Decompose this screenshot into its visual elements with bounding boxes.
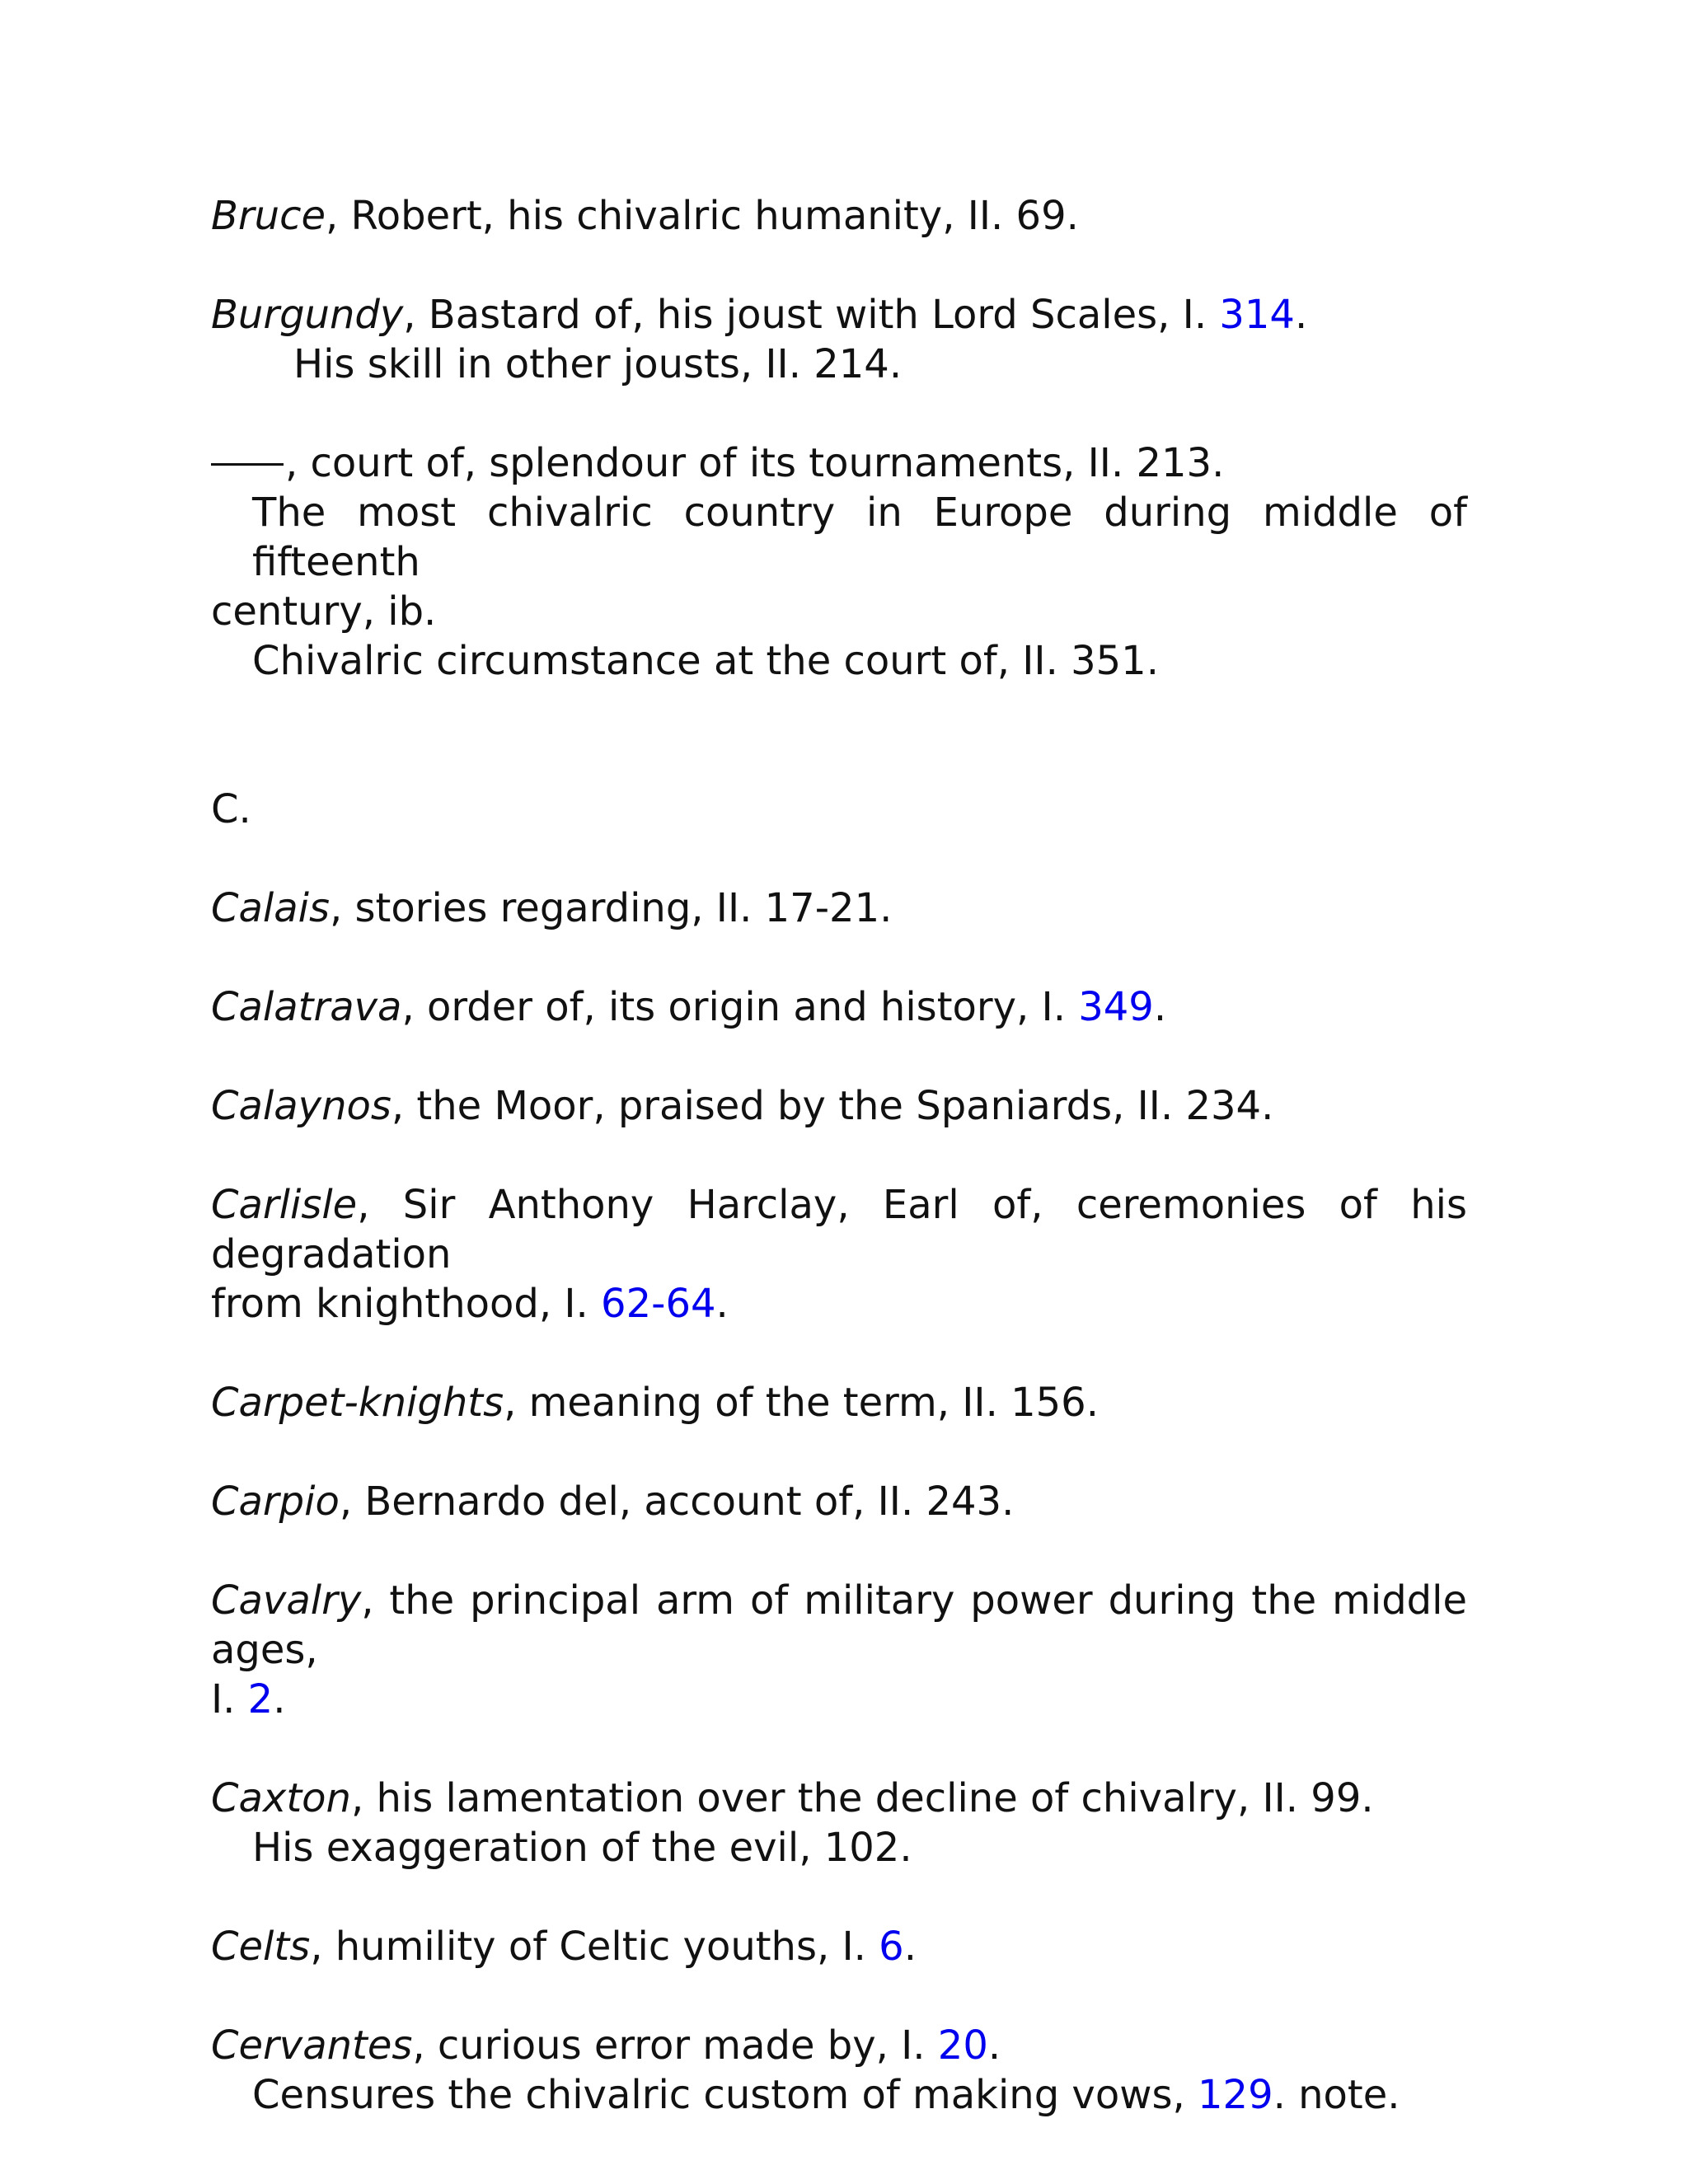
entry-line bbox=[211, 438, 1467, 488]
entry-subline bbox=[211, 2070, 1467, 2120]
entry-head: Cervantes bbox=[211, 2022, 413, 2069]
entry-line bbox=[211, 191, 1467, 241]
index-entry-calaynos bbox=[211, 1081, 1467, 1131]
index-page bbox=[211, 191, 1467, 2169]
entry-text: Censures the chivalric custom of making vows, bbox=[252, 2072, 1198, 2118]
entry-text: . note. bbox=[1273, 2072, 1400, 2118]
entry-line bbox=[211, 1774, 1467, 1823]
page-link[interactable]: 62-64 bbox=[601, 1281, 716, 1327]
index-entry-calais bbox=[211, 883, 1467, 933]
entry-text: . bbox=[903, 1924, 917, 1970]
entry-line bbox=[211, 1081, 1467, 1131]
entry-text: , court of, splendour of its tournaments, II. 213. bbox=[285, 440, 1225, 486]
page-link[interactable]: 129 bbox=[1197, 2072, 1273, 2118]
entry-subline: His skill in other jousts, II. 214. bbox=[293, 341, 903, 387]
entry-text: , Bastard of, his joust with Lord Scales, I. bbox=[403, 292, 1220, 338]
entry-text: , curious error made by, I. bbox=[412, 2022, 938, 2069]
entry-head: Calatrava bbox=[211, 984, 402, 1030]
page-link[interactable]: 349 bbox=[1078, 984, 1154, 1030]
entry-line bbox=[211, 883, 1467, 933]
entry-line bbox=[211, 1180, 1467, 1279]
index-entry-celts bbox=[211, 1922, 1467, 1971]
entry-head: Carpio bbox=[211, 1479, 340, 1525]
entry-text: from knighthood, I. bbox=[211, 1281, 602, 1327]
entry-text: , order of, its origin and history, I. bbox=[401, 984, 1079, 1030]
entry-head: Celts bbox=[211, 1924, 311, 1970]
entry-line-continued bbox=[211, 1675, 1467, 1724]
section-letter-heading: C. bbox=[211, 786, 251, 832]
entry-text: . bbox=[1153, 984, 1167, 1030]
entry-text: . bbox=[715, 1281, 729, 1327]
entry-head: Cavalry bbox=[211, 1577, 362, 1624]
entry-text: I. bbox=[211, 1676, 248, 1722]
entry-head: Caxton bbox=[211, 1775, 351, 1821]
entry-text: , Robert, his chivalric humanity, II. 69. bbox=[326, 193, 1079, 239]
index-entry-carpet-knights bbox=[211, 1378, 1467, 1427]
index-entry-burgundy-court bbox=[211, 438, 1467, 686]
entry-text: , his lamentation over the decline of chivalry, II. 99. bbox=[350, 1775, 1374, 1821]
repeat-dash bbox=[211, 463, 284, 466]
entry-line bbox=[211, 2021, 1467, 2070]
entry-line bbox=[211, 982, 1467, 1032]
entry-text: , stories regarding, II. 17-21. bbox=[330, 885, 893, 931]
entry-subline: His exaggeration of the evil, 102. bbox=[252, 1825, 912, 1871]
entry-line bbox=[211, 1576, 1467, 1675]
entry-subline-continued: century, ib. bbox=[211, 588, 437, 635]
entry-head: Carlisle bbox=[211, 1182, 358, 1228]
entry-text: , Bernardo del, account of, II. 243. bbox=[339, 1479, 1015, 1525]
entry-head: Burgundy bbox=[211, 292, 404, 338]
entry-line-continued bbox=[211, 1279, 1467, 1329]
entry-head: Calaynos bbox=[211, 1083, 392, 1129]
page-link[interactable]: 6 bbox=[879, 1924, 904, 1970]
entry-text: , meaning of the term, II. 156. bbox=[504, 1380, 1099, 1426]
index-entry-bruce bbox=[211, 191, 1467, 241]
index-entry-burgundy bbox=[211, 290, 1467, 389]
index-entry-carlisle bbox=[211, 1180, 1467, 1329]
entry-text: , Sir Anthony Harclay, Earl of, ceremonies of his degradation bbox=[211, 1182, 1467, 1277]
index-entry-cavalry bbox=[211, 1576, 1467, 1724]
page-link[interactable]: 20 bbox=[937, 2022, 988, 2069]
index-entry-calatrava bbox=[211, 982, 1467, 1032]
index-entry-caxton bbox=[211, 1774, 1467, 1872]
entry-text: . bbox=[1294, 292, 1308, 338]
entry-head: Calais bbox=[211, 885, 331, 931]
entry-head: Carpet-knights bbox=[211, 1380, 504, 1426]
entry-line bbox=[211, 1922, 1467, 1971]
entry-text: , humility of Celtic youths, I. bbox=[310, 1924, 879, 1970]
entry-subline: Chivalric circumstance at the court of, II. 351. bbox=[252, 638, 1159, 684]
page-link[interactable]: 314 bbox=[1219, 292, 1295, 338]
index-entry-carpio bbox=[211, 1477, 1467, 1526]
entry-text: , the principal arm of military power during the middle ages, bbox=[211, 1577, 1467, 1673]
entry-subline: The most chivalric country in Europe during middle of fifteenth bbox=[252, 490, 1467, 585]
entry-head: Bruce bbox=[211, 193, 326, 239]
entry-line bbox=[211, 290, 1467, 340]
entry-text: . bbox=[987, 2022, 1001, 2069]
entry-line bbox=[211, 1477, 1467, 1526]
entry-text: . bbox=[273, 1676, 286, 1722]
index-entry-cervantes bbox=[211, 2021, 1467, 2120]
entry-text: , the Moor, praised by the Spaniards, II. 234. bbox=[391, 1083, 1274, 1129]
page-link[interactable]: 2 bbox=[247, 1676, 274, 1722]
entry-line bbox=[211, 1378, 1467, 1427]
